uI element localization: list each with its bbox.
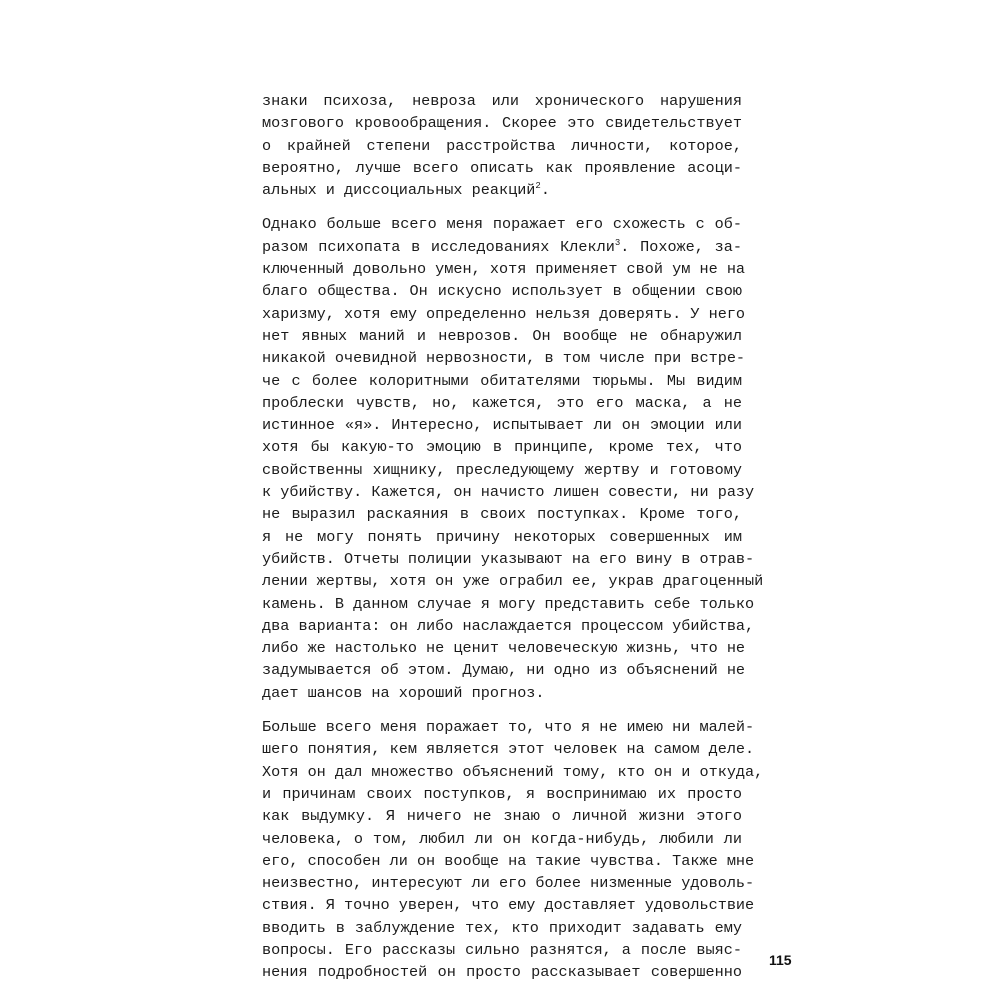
text-line bbox=[262, 894, 755, 916]
line-text: либо же настолько не ценит человеческую жизнь, что не bbox=[262, 639, 746, 658]
text-line bbox=[262, 682, 742, 704]
text-line bbox=[262, 414, 742, 436]
text-line bbox=[262, 280, 742, 302]
page-number: 115 bbox=[769, 952, 792, 968]
paragraph bbox=[262, 716, 764, 984]
text-line bbox=[262, 459, 742, 481]
text-line bbox=[262, 615, 755, 637]
text-line bbox=[262, 716, 755, 738]
line-text: ключенный довольно умен, хотя применяет свой ум не на bbox=[262, 260, 746, 279]
text-line bbox=[262, 236, 742, 258]
text-line bbox=[262, 481, 755, 503]
text-line bbox=[262, 872, 755, 894]
line-text: не выразил раскаяния в своих поступках. Кроме того, bbox=[262, 505, 742, 524]
text-line bbox=[262, 135, 742, 157]
line-text: Больше всего меня поражает то, что я не имею ни малей- bbox=[262, 718, 755, 737]
text-line bbox=[262, 850, 755, 872]
text-line bbox=[262, 325, 742, 347]
text-line bbox=[262, 805, 742, 827]
text-line bbox=[262, 347, 746, 369]
text-line bbox=[262, 659, 746, 681]
line-text: вопросы. Его рассказы сильно разнятся, а после выяс- bbox=[262, 940, 742, 959]
line-text: проблески чувств, но, кажется, это его маска, а не bbox=[262, 393, 742, 412]
text-line bbox=[262, 917, 742, 939]
body-text bbox=[262, 90, 764, 984]
line-text: харизму, хотя ему определенно нельзя доверять. У него bbox=[262, 304, 746, 323]
line-text: разом психопата в исследованиях Клекли bbox=[262, 237, 615, 256]
line-text: мозгового кровообращения. Скорее это свидетельствует bbox=[262, 114, 742, 133]
text-line bbox=[262, 783, 742, 805]
footnote-marker[interactable]: 2 bbox=[535, 181, 541, 192]
line-text: я не могу понять причину некоторых совершенных им bbox=[262, 527, 742, 546]
text-line bbox=[262, 436, 742, 458]
line-text: знаки психоза, невроза или хронического нарушения bbox=[262, 92, 742, 110]
text-line bbox=[262, 548, 755, 570]
paragraph-gap bbox=[262, 201, 742, 213]
line-text: свойственны хищнику, преследующему жертву и готовому bbox=[262, 460, 742, 479]
line-text: Однако больше всего меня поражает его схожесть с об- bbox=[262, 215, 742, 234]
paragraph bbox=[262, 213, 764, 704]
line-text: нения подробностей он просто рассказывает совершенно bbox=[262, 963, 742, 982]
line-text: и причинам своих поступков, я воспринимаю их просто bbox=[262, 784, 742, 803]
text-line bbox=[262, 503, 742, 525]
line-text: истинное «я». Интересно, испытывает ли он эмоции или bbox=[262, 416, 742, 435]
text-line bbox=[262, 112, 742, 134]
line-text: хотя бы какую-то эмоцию в принципе, кроме тех, что bbox=[262, 438, 742, 457]
text-line bbox=[262, 370, 742, 392]
line-text: его, способен ли он вообще на такие чувства. Также мне bbox=[262, 851, 755, 870]
line-text: шего понятия, кем является этот человек на самом деле. bbox=[262, 740, 755, 759]
line-text: нет явных маний и неврозов. Он вообще не обнаружил bbox=[262, 326, 742, 345]
text-line bbox=[262, 90, 742, 112]
line-text: человека, о том, любил ли он когда-нибудь, любили ли bbox=[262, 829, 742, 848]
text-line bbox=[262, 213, 742, 235]
line-text: к убийству. Кажется, он начисто лишен совести, ни разу bbox=[262, 483, 755, 502]
text-line bbox=[262, 526, 742, 548]
text-line bbox=[262, 637, 746, 659]
line-text: никакой очевидной нервозности, в том числе при встре- bbox=[262, 349, 746, 368]
line-text: Хотя он дал множество объяснений тому, кто он и откуда, bbox=[262, 762, 764, 781]
line-text: ствия. Я точно уверен, что ему доставляет удовольствие bbox=[262, 896, 755, 915]
line-text: как выдумку. Я ничего не знаю о личной жизни этого bbox=[262, 807, 742, 826]
line-text: неизвестно, интересуют ли его более низменные удоволь- bbox=[262, 874, 755, 893]
text-line bbox=[262, 828, 742, 850]
line-text: два варианта: он либо наслаждается процессом убийства, bbox=[262, 616, 755, 635]
paragraph bbox=[262, 90, 742, 201]
text-line bbox=[262, 593, 755, 615]
line-text: вводить в заблуждение тех, кто приходит задавать ему bbox=[262, 918, 742, 937]
line-text: задумывается об этом. Думаю, ни одно из объяснений не bbox=[262, 661, 746, 680]
footnote-marker[interactable]: 3 bbox=[614, 237, 621, 248]
line-text: че с более колоритными обитателями тюрьмы. Мы видим bbox=[262, 371, 742, 390]
text-line bbox=[262, 303, 746, 325]
line-text: альных и диссоциальных реакций bbox=[262, 181, 536, 200]
line-text: о крайней степени расстройства личности, которое, bbox=[262, 136, 742, 155]
text-line bbox=[262, 761, 764, 783]
text-line bbox=[262, 961, 742, 983]
paragraph-gap bbox=[262, 704, 742, 716]
line-text: дает шансов на хороший прогноз. bbox=[262, 683, 545, 702]
text-line bbox=[262, 179, 742, 201]
line-text: вероятно, лучше всего описать как проявление асоци- bbox=[262, 158, 742, 177]
line-text: убийств. Отчеты полиции указывают на его вину в отрав- bbox=[262, 549, 755, 568]
text-line bbox=[262, 392, 742, 414]
text-line bbox=[262, 570, 764, 592]
line-text-tail: . bbox=[540, 181, 550, 200]
text-line bbox=[262, 157, 742, 179]
text-line bbox=[262, 258, 746, 280]
line-text: камень. В данном случае я могу представить себе только bbox=[262, 594, 755, 613]
line-text: благо общества. Он искусно использует в общении свою bbox=[262, 282, 742, 301]
line-text: лении жертвы, хотя он уже ограбил ее, украв драгоценный bbox=[262, 572, 764, 591]
text-line bbox=[262, 939, 742, 961]
line-text-tail: . Похоже, за- bbox=[620, 237, 742, 256]
text-line bbox=[262, 738, 755, 760]
